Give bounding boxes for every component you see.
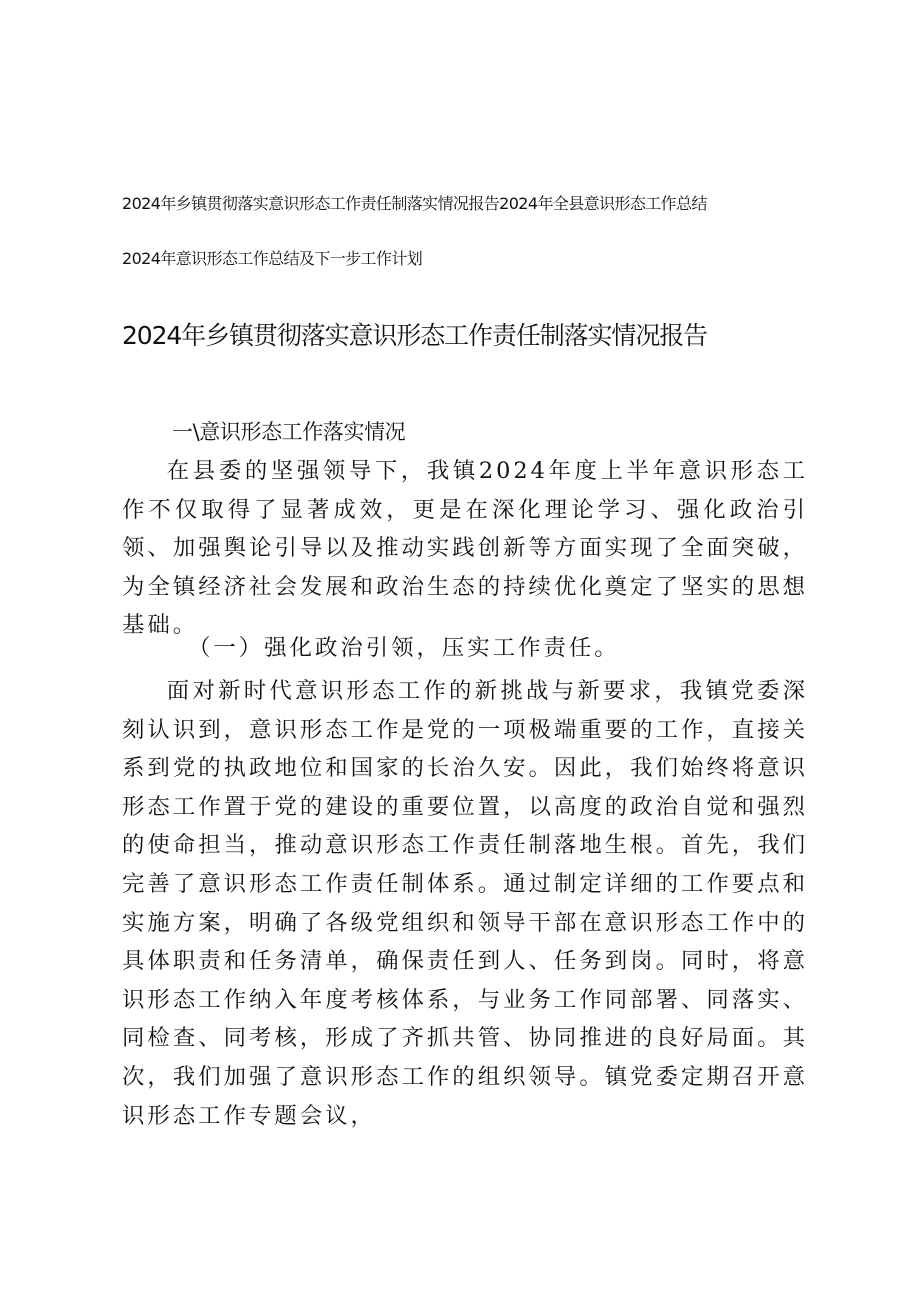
paragraph-2: 面对新时代意识形态工作的新挑战与新要求，我镇党委深刻认识到，意识形态工作是党的一项极端重要的工作，直接关系到党的执政地位和国家的长治久安。因此，我们始终将意识形态工作置于党的建设的重要位置，以高度的政治自觉和强烈的使命担当，推动意识形态工作责任制落地生根。首先，我们完善了意识形态工作责任制体系。通过制定详细的工作要点和实施方案，明确了各级党组织和领导干部在意识形态工作中的具体职责和任务清单，确保责任到人、任务到岗。同时，将意识形态工作纳入年度考核体系，与业务工作同部署、同落实、同检查、同考核，形成了齐抓共管、协同推进的良好局面。其次，我们加强了意识形态工作的组织领导。镇党委定期召开意识形态工作专题会议， [122,678,808,1129]
document-title: 2024年乡镇贯彻落实意识形态工作责任制落实情况报告 [122,321,708,350]
paragraph-1: 在县委的坚强领导下，我镇2024年度上半年意识形态工作不仅取得了显著成效，更是在深化理论学习、强化政治引领、加强舆论引导以及推动实践创新等方面实现了全面突破，为全镇经济社会发展和政治生态的持续优化奠定了坚实的思想基础。 [122,458,808,639]
subheading-1: （一）强化政治引领，压实工作责任。 [188,635,620,661]
toc-line-1: 2024年乡镇贯彻落实意识形态工作责任制落实情况报告2024年全县意识形态工作总结 [122,194,707,213]
section-heading: 一\意识形态工作落实情况 [172,420,406,444]
toc-line-2: 2024年意识形态工作总结及下一步工作计划 [122,249,423,268]
